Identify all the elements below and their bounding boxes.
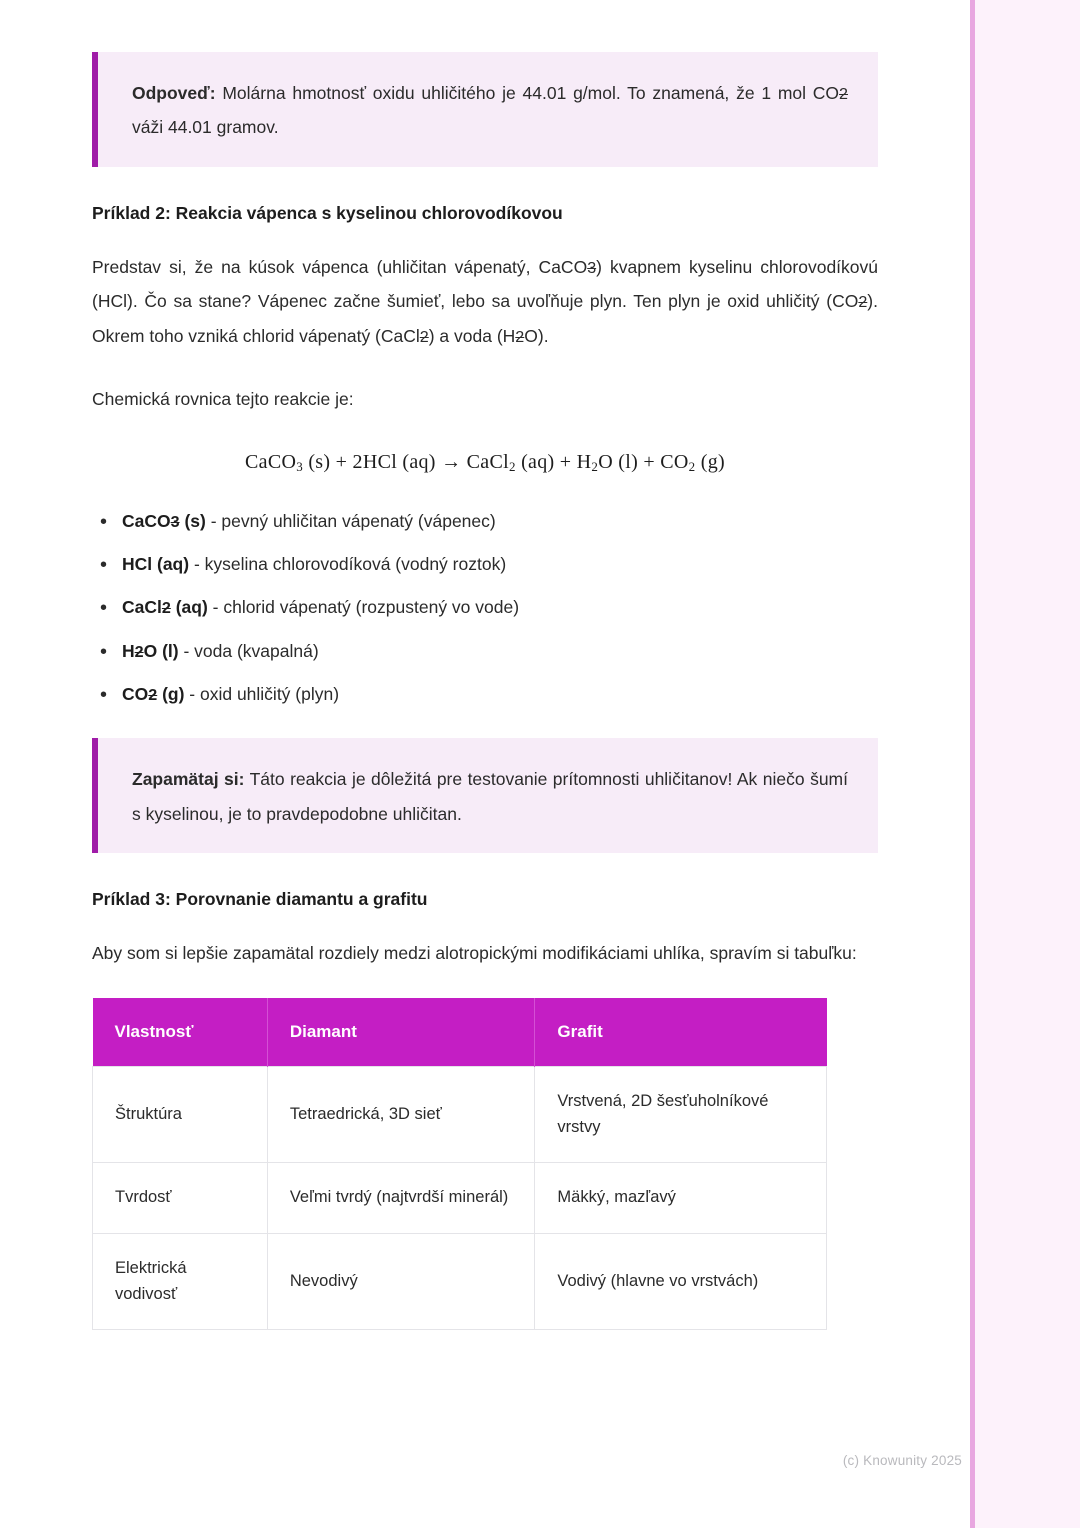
example-2-paragraph: Predstav si, že na kúsok vápenca (uhličitan vápenatý, CaCO3) kvapnem kyselinu chlorovodíkovú (HCl). Čo sa stane? Vápenec začne šumieť, lebo sa uvoľňuje plyn. Ten plyn je oxid uhličitý (CO2). Okrem toho vzniká chlorid vápenatý (CaCl2) a voda (H2O). [92,256,879,347]
table-row [93,1234,827,1330]
species-description: - chlorid vápenatý (rozpustený vo vode) [207,597,520,618]
list-item: • H2O (l) - voda (kvapalná) [122,637,878,665]
table-header-cell: Diamant [267,998,535,1067]
list-item: • CaCO3 (s) - pevný uhličitan vápenatý (vápenec) [122,507,878,535]
table-cell: Štruktúra [93,1067,268,1163]
chemical-equation: CaCO$_3$ (s) + 2HCl (aq) → CaCl$_2$ $(aq) + H_2O$ $(l) + CO_2$ (g) [245,450,725,474]
table-header-row [93,998,827,1067]
callout-remember-body: Táto reakcia je dôležitá pre testovanie prítomnosti uhličitanov! Ak niečo šumí s kyselinou, je to pravdepodobne uhličitan. [132,769,848,824]
table-header-cell: Grafit [535,998,827,1067]
callout-remember [92,738,878,852]
page-edge-accent-line [970,0,975,1528]
callout-remember-label: Zapamätaj si: [132,769,245,790]
table-cell: Mäkký, mazľavý [535,1163,827,1234]
callout-answer-text [132,76,848,145]
table-cell: Tetraedrická, 3D sieť [267,1067,535,1163]
callout-answer [92,52,878,167]
species-description: - pevný uhličitan vápenatý (vápenec) [205,510,496,531]
example-3-title: Príklad 3: Porovnanie diamantu a grafitu [92,888,428,909]
table-header-cell: Vlastnosť [93,998,268,1067]
callout-answer-label: Odpoveď: [132,83,216,103]
watermark: (c) Knowunity 2025 [842,1453,962,1468]
equation-intro: Chemická rovnica tejto reakcie je: [92,389,354,410]
table-row [93,1067,827,1163]
table-cell: Vrstvená, 2D šesťuholníkové vrstvy [535,1067,827,1163]
page-edge-decoration [970,0,1080,1528]
table-cell: Tvrdosť [93,1163,268,1234]
example-3-paragraph: Aby som si lepšie zapamätal rozdiely medzi alotropickými modifikáciami uhlíka, spravím si tabuľku: [92,942,857,963]
callout-answer-body: Molárna hmotnosť oxidu uhličitého je 44.01 g/mol. To znamená, že 1 mol CO2 váži 44.01 gramov. [132,83,848,138]
species-description: - voda (kvapalná) [178,640,319,661]
list-item: • CaCl2 (aq) - chlorid vápenatý (rozpustený vo vode) [122,593,878,621]
species-list [92,507,878,709]
table-cell: Nevodivý [267,1234,535,1330]
list-item: • CO2 (g) - oxid uhličitý (plyn) [122,680,878,708]
table-cell: Vodivý (hlavne vo vrstvách) [535,1234,827,1330]
table-cell: Elektrická vodivosť [93,1234,268,1330]
list-item: • HCl (aq) - kyselina chlorovodíková (vodný roztok) [122,550,878,578]
species-description: - oxid uhličitý (plyn) [184,684,340,705]
table-row [93,1163,827,1234]
callout-remember-text [132,762,848,830]
table-cell: Veľmi tvrdý (najtvrdší minerál) [267,1163,535,1234]
example-2-title: Príklad 2: Reakcia vápenca s kyselinou chlorovodíkovou [92,202,563,223]
comparison-table [92,998,827,1330]
species-description: - kyselina chlorovodíková (vodný roztok) [189,554,507,575]
